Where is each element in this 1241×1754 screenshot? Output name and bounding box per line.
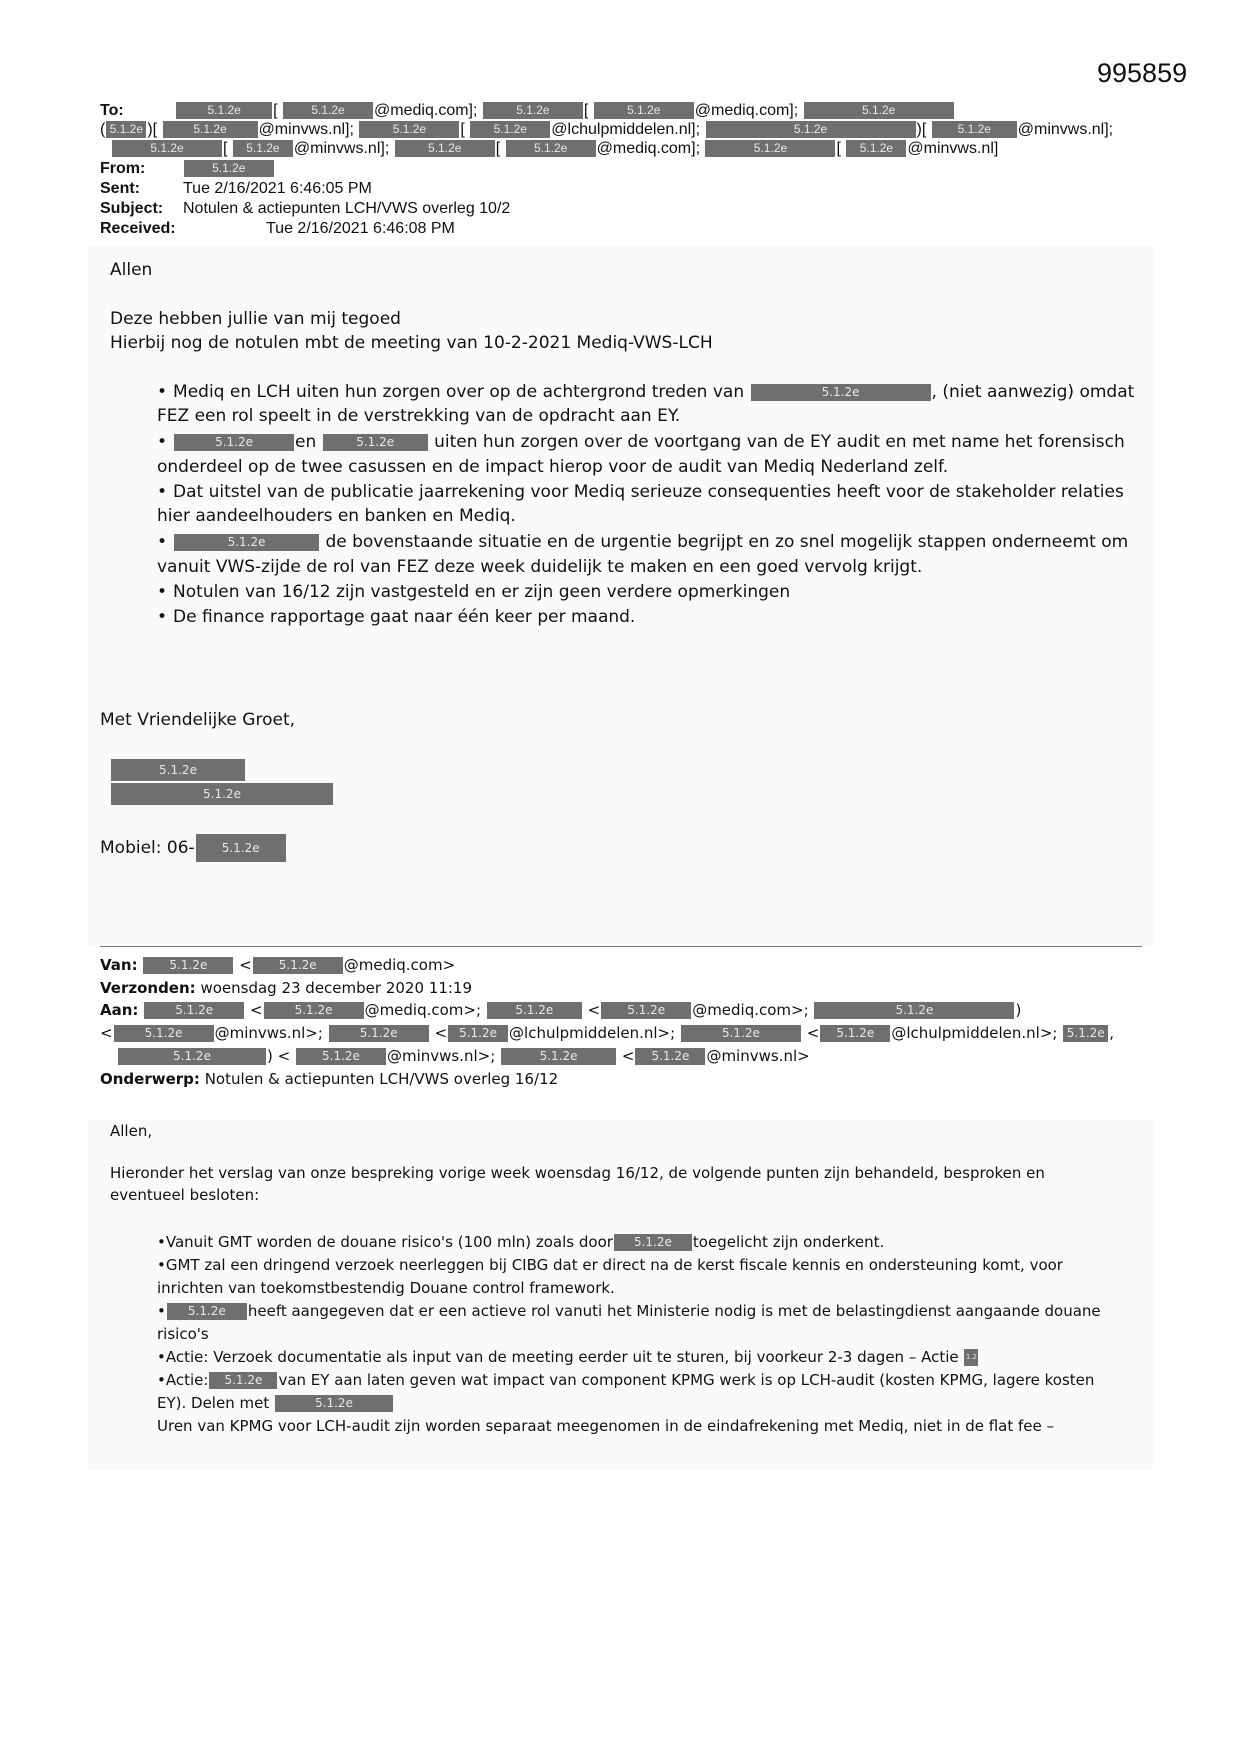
- bullet-text: Mediq en LCH uiten hun zorgen over op de achtergrond treden van: [173, 382, 745, 402]
- signature-name: [110, 759, 246, 781]
- to-label: To:: [100, 102, 124, 119]
- bullet-item: •GMT zal een dringend verzoek neerleggen bij CIBG dat er direct na de kerst fiscale kennis en ondersteuning komt, voor: [157, 1256, 1063, 1274]
- redaction-box: 5.1.2e: [359, 121, 459, 138]
- redaction-box: 5.1.2e: [112, 140, 222, 157]
- aan-fragment: @minvws.nl>: [706, 1047, 810, 1065]
- bullet-text: uiten hun zorgen over de voortgang van de EY audit en met name het forensisch: [434, 432, 1125, 452]
- to-line-1: To: 5.1.2e [ 5.1.2e @mediq.com]; 5.1.2e [ 5.1.2e @mediq.com]; 5.1.2e: [100, 101, 955, 120]
- bullet-item: •Vanuit GMT worden de douane risico's (100 mln) zoals door 5.1.2e toegelicht zijn onderkent.: [157, 1233, 885, 1251]
- redaction-box: 5.1.2e: [323, 434, 428, 451]
- sent-value: Tue 2/16/2021 6:46:05 PM: [183, 180, 372, 197]
- aan-line-1: [100, 1001, 1021, 1020]
- redaction-box: 5.1.2e: [501, 1048, 616, 1065]
- aan-fragment: @lchulpmiddelen.nl>;: [509, 1024, 676, 1042]
- bullet-text: de bovenstaande situatie en de urgentie begrijpt en zo snel mogelijk stappen onderneemt om: [325, 532, 1129, 552]
- received-label: Received:: [100, 220, 176, 237]
- van-label: Van:: [100, 956, 138, 974]
- redaction-box: 5.1.2e: [820, 1025, 890, 1042]
- bullet-text: EY). Delen met: [157, 1394, 270, 1412]
- redaction-box: 5.1.2e: [932, 121, 1017, 138]
- bullet-item: • Dat uitstel van de publicatie jaarrekening voor Mediq serieuze consequenties heeft voor de stakeholder relaties: [157, 482, 1124, 502]
- bullet-text: toegelicht zijn onderkent.: [692, 1233, 885, 1251]
- redaction-box: 5.1.2e: [395, 140, 495, 157]
- aan-fragment: ) <: [267, 1047, 291, 1065]
- redaction-box: 5.1.2e: [144, 1002, 244, 1019]
- bullet-continuation: [157, 1392, 1137, 1415]
- aan-fragment: <: [621, 1047, 635, 1065]
- to-fragment: @mediq.com];: [694, 102, 799, 119]
- redaction-box: 5.1.2e: [163, 121, 258, 138]
- bullet-text: GMT zal een dringend verzoek neerleggen bij CIBG dat er direct na de kerst fiscale kennis en ondersteuning komt, voor: [165, 1256, 1063, 1274]
- onderwerp-line: [100, 1070, 558, 1089]
- redaction-box: 5.1.2e: [846, 140, 906, 157]
- intro-line: eventueel besloten:: [110, 1186, 260, 1204]
- bullet-text: Vanuit GMT worden de douane risico's (100 mln) zoals door: [165, 1233, 613, 1251]
- bullet-continuation: vanuit VWS-zijde de rol van FEZ deze week duidelijk te maken en een goed vervolg krijgt.: [157, 557, 923, 577]
- to-fragment: @lchulpmiddelen.nl];: [551, 121, 701, 138]
- redaction-box: 1.2: [964, 1349, 978, 1366]
- aan-fragment: <: [100, 1024, 113, 1042]
- bullet-continuation: onderdeel op de twee casussen en de impact hierop voor de audit van Mediq Nederland zelf.: [157, 457, 949, 477]
- redaction-box: 5.1.2e: [196, 834, 286, 862]
- redaction-box: 5.1.2e: [296, 1048, 386, 1065]
- subject-value: Notulen & actiepunten LCH/VWS overleg 10/2: [183, 200, 511, 217]
- bullet-item: • 5.1.2e en 5.1.2e uiten hun zorgen over de voortgang van de EY audit en met name het forensisch: [157, 432, 1125, 452]
- aan-fragment: @minvws.nl>;: [214, 1024, 323, 1042]
- aan-fragment: <: [806, 1024, 820, 1042]
- to-line-2: ( 5.1.2e )[ 5.1.2e @minvws.nl]; 5.1.2e [ 5.1.2e @lchulpmiddelen.nl]; 5.1.2e )[ 5.1.2e @minvws.nl];: [100, 121, 1114, 138]
- to-line-3: 5.1.2e [ 5.1.2e @minvws.nl]; 5.1.2e [ 5.1.2e @mediq.com]; 5.1.2e [ 5.1.2e @minvws.nl]: [100, 139, 998, 158]
- redaction-box: 5.1.2e: [601, 1002, 691, 1019]
- aan-fragment: @lchulpmiddelen.nl>;: [891, 1024, 1058, 1042]
- redaction-box: 5.1.2e: [614, 1234, 692, 1251]
- redaction-box: 5.1.2e: [174, 534, 319, 551]
- subject-line: [100, 199, 511, 218]
- bullet-text: Notulen van 16/12 zijn vastgesteld en er zijn geen verdere opmerkingen: [173, 582, 791, 602]
- subject-label: Subject:: [100, 200, 164, 217]
- verzonden-label: Verzonden:: [100, 979, 196, 997]
- divider: [100, 946, 1142, 947]
- from-label: From:: [100, 160, 146, 177]
- redaction-box: 5.1.2e: [111, 759, 245, 781]
- bullet-text: De finance rapportage gaat naar één keer per maand.: [173, 607, 636, 627]
- verzonden-value: woensdag 23 december 2020 11:19: [200, 979, 472, 997]
- redaction-box: 5.1.2e: [483, 102, 583, 119]
- onderwerp-label: Onderwerp:: [100, 1070, 200, 1088]
- redaction-box: 5.1.2e: [275, 1395, 393, 1412]
- van-fragment: @mediq.com>: [343, 956, 456, 974]
- mobile-line: [100, 834, 287, 862]
- bullet-text: en: [295, 432, 317, 452]
- bullet-item: • 5.1.2e de bovenstaande situatie en de urgentie begrijpt en zo snel mogelijk stappen onderneemt om: [157, 532, 1129, 552]
- bullet-item: • Notulen van 16/12 zijn vastgesteld en er zijn geen verdere opmerkingen: [157, 582, 791, 602]
- to-fragment: @mediq.com];: [596, 140, 701, 157]
- redaction-box: 5.1.2e: [487, 1002, 582, 1019]
- intro-line: Deze hebben jullie van mij tegoed: [110, 309, 401, 329]
- greeting: Allen,: [110, 1122, 153, 1140]
- bullet-continuation: hier aandeelhouders en banken en Mediq.: [157, 506, 516, 526]
- bullet-text: Actie:: [165, 1371, 209, 1389]
- aan-fragment: <: [587, 1001, 601, 1019]
- intro-line: Hieronder het verslag van onze bespreking vorige week woensdag 16/12, de volgende punten zijn behandeld, besproken en: [110, 1164, 1045, 1182]
- van-line: [100, 956, 455, 975]
- bullet-continuation: Uren van KPMG voor LCH-audit zijn worden separaat meegenomen in de eindafrekening met Mediq, niet in de flat fee –: [157, 1417, 1055, 1435]
- redaction-box: 5.1.2e: [1063, 1025, 1108, 1042]
- mobile-label: Mobiel: 06-: [100, 838, 195, 858]
- verzonden-line: [100, 979, 472, 998]
- redaction-box: 5.1.2e: [111, 783, 333, 805]
- redaction-box: 5.1.2e: [814, 1002, 1014, 1019]
- van-fragment: <: [239, 956, 252, 974]
- bullet-continuation: inrichten van toekomstbestendig Douane control framework.: [157, 1279, 615, 1297]
- redaction-box: 5.1.2e: [283, 102, 373, 119]
- redaction-box: 5.1.2e: [143, 957, 233, 974]
- aan-line-3: [100, 1047, 810, 1066]
- bullet-item: •Actie: Verzoek documentatie als input van de meeting eerder uit te sturen, bij voorkeur 2-3 dagen – Actie 1.2: [157, 1348, 977, 1366]
- aan-fragment: @mediq.com>;: [692, 1001, 809, 1019]
- bullet-continuation: risico's: [157, 1325, 209, 1343]
- to-fragment: @minvws.nl];: [1017, 121, 1114, 138]
- redaction-box: 5.1.2e: [174, 434, 294, 451]
- closing: Met Vriendelijke Groet,: [100, 710, 296, 730]
- redaction-box: 5.1.2e: [594, 102, 694, 119]
- redaction-box: 5.1.2e: [506, 140, 596, 157]
- to-fragment: @mediq.com];: [374, 102, 478, 119]
- redaction-box: 5.1.2e: [233, 140, 293, 157]
- aan-fragment: <: [434, 1024, 448, 1042]
- aan-fragment: <: [249, 1001, 263, 1019]
- aan-fragment: ,: [1109, 1024, 1115, 1042]
- redaction-box: 5.1.2e: [264, 1002, 364, 1019]
- redaction-box: 5.1.2e: [176, 102, 272, 119]
- redaction-box: 5.1.2e: [705, 140, 835, 157]
- redaction-box: 5.1.2e: [681, 1025, 801, 1042]
- sent-line: [100, 179, 372, 198]
- bullet-item: • 5.1.2e heeft aangegeven dat er een actieve rol vanuti het Ministerie nodig is met de belastingdienst aangaande douane: [157, 1302, 1101, 1320]
- to-fragment: @minvws.nl];: [258, 121, 354, 138]
- received-line: [100, 219, 455, 238]
- aan-line-2: [100, 1024, 1114, 1043]
- redaction-box: 5.1.2e: [706, 121, 916, 138]
- redaction-box: 5.1.2e: [253, 957, 343, 974]
- redaction-box: 5.1.2e: [635, 1048, 705, 1065]
- signature-title: [110, 783, 334, 805]
- redaction-box: 5.1.2e: [118, 1048, 266, 1065]
- bullet-item: • De finance rapportage gaat naar één keer per maand.: [157, 607, 636, 627]
- redaction-box: 5.1.2e: [114, 1025, 214, 1042]
- aan-fragment: ): [1015, 1001, 1022, 1019]
- redaction-box: 5.1.2e: [106, 121, 146, 138]
- bullet-continuation: FEZ een rol speelt in de verstrekking van de opdracht aan EY.: [157, 406, 681, 426]
- to-fragment: @minvws.nl]: [907, 140, 999, 157]
- from-line: [100, 159, 275, 178]
- aan-fragment: @mediq.com>;: [364, 1001, 482, 1019]
- redaction-box: 5.1.2e: [209, 1372, 277, 1389]
- bullet-text: Actie: Verzoek documentatie als input van de meeting eerder uit te sturen, bij voorkeur 2-3 dagen – Actie: [165, 1348, 959, 1366]
- redaction-box: 5.1.2e: [470, 121, 550, 138]
- redaction-box: 5.1.2e: [329, 1025, 429, 1042]
- sent-label: Sent:: [100, 180, 140, 197]
- bullet-text: , (niet aanwezig) omdat: [931, 382, 1135, 402]
- aan-label: Aan:: [100, 1001, 139, 1019]
- bullet-text: van EY aan laten geven wat impact van component KPMG werk is op LCH-audit (kosten KPMG, lagere kosten: [278, 1371, 1095, 1389]
- redaction-box: 5.1.2e: [184, 160, 274, 177]
- bullet-text: Dat uitstel van de publicatie jaarrekening voor Mediq serieuze consequenties heeft voor de stakeholder relaties: [173, 482, 1124, 502]
- greeting: Allen: [110, 260, 153, 280]
- redaction-box: 5.1.2e: [448, 1025, 508, 1042]
- redaction-box: 5.1.2e: [804, 102, 954, 119]
- to-fragment: @minvws.nl];: [293, 140, 390, 157]
- document-number: 995859: [1097, 58, 1188, 88]
- onderwerp-value: Notulen & actiepunten LCH/VWS overleg 16/12: [204, 1070, 559, 1088]
- received-value: Tue 2/16/2021 6:46:08 PM: [266, 220, 455, 237]
- intro-line: Hierbij nog de notulen mbt de meeting van 10-2-2021 Mediq-VWS-LCH: [110, 333, 713, 353]
- bullet-item: •Actie: 5.1.2e van EY aan laten geven wat impact van component KPMG werk is op LCH-audit (kosten KPMG, lagere kosten: [157, 1371, 1095, 1389]
- redaction-box: 5.1.2e: [751, 384, 931, 401]
- bullet-item: • Mediq en LCH uiten hun zorgen over op de achtergrond treden van 5.1.2e , (niet aanwezig) omdat: [157, 382, 1135, 402]
- bullet-text: heeft aangegeven dat er een actieve rol vanuti het Ministerie nodig is met de belastingdienst aangaande douane: [247, 1302, 1101, 1320]
- aan-fragment: @minvws.nl>;: [386, 1047, 496, 1065]
- redaction-box: 5.1.2e: [167, 1303, 247, 1320]
